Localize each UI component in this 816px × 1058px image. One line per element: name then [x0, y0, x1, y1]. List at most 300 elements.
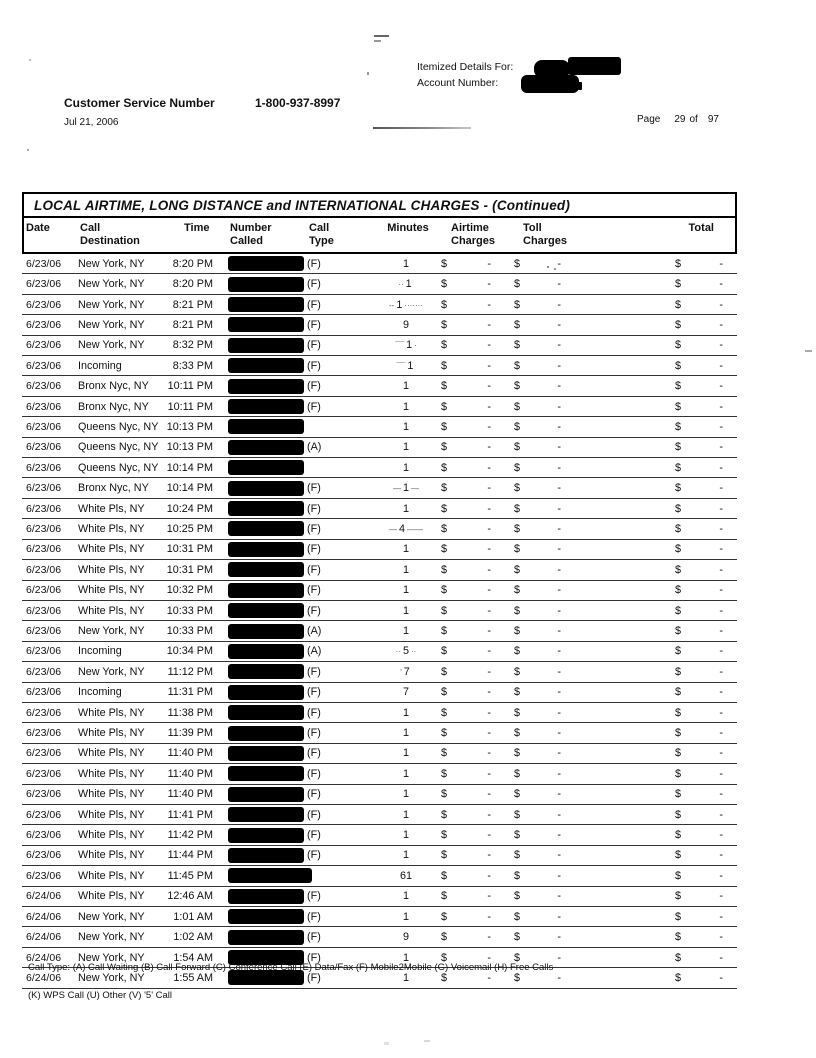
dollar-sign: $	[441, 727, 448, 740]
cell-minutes	[378, 503, 434, 515]
cell-date: 6/23/06	[26, 482, 62, 495]
cell-date: 6/23/06	[26, 543, 62, 556]
cell-total	[574, 727, 737, 739]
cell-call-type: (F)	[307, 829, 321, 842]
toll-value: -	[557, 788, 561, 801]
cell-number-called	[215, 542, 306, 557]
cell-airtime-charges	[434, 972, 500, 984]
cell-call-type: (F)	[307, 971, 321, 984]
cell-total	[574, 809, 737, 821]
cell-airtime-charges	[434, 543, 500, 555]
total-value: -	[719, 318, 723, 331]
cell-toll-charges	[500, 849, 574, 861]
dollar-sign: $	[441, 931, 448, 944]
redacted-phone-number	[228, 460, 304, 475]
cell-number-called	[215, 440, 306, 455]
dollar-sign: $	[675, 339, 682, 352]
cell-call-type: (F)	[307, 951, 321, 964]
page-of-label: of	[689, 114, 698, 125]
cell-destination: White Pls, NY	[78, 747, 145, 760]
toll-value: -	[557, 298, 561, 311]
cell-total	[574, 462, 737, 474]
toll-value: -	[557, 645, 561, 658]
table-row	[22, 438, 737, 458]
total-value: -	[719, 767, 723, 780]
airtime-value: -	[487, 441, 491, 454]
cell-airtime-charges	[434, 809, 500, 821]
cell-total	[574, 931, 737, 943]
total-value: -	[719, 849, 723, 862]
cell-total	[574, 829, 737, 841]
cell-number-called	[215, 624, 306, 639]
toll-value: -	[557, 665, 561, 678]
redacted-phone-number	[228, 766, 304, 781]
cell-airtime-charges	[434, 421, 500, 433]
minutes-value: 5	[402, 645, 409, 658]
cell-number-called	[215, 501, 306, 516]
cell-number-called	[215, 705, 306, 720]
dollar-sign: $	[675, 890, 682, 903]
cell-toll-charges	[500, 809, 574, 821]
dollar-sign: $	[514, 522, 521, 535]
scan-mark: —	[388, 524, 397, 534]
dollar-sign: $	[675, 849, 682, 862]
cell-date: 6/24/06	[26, 971, 62, 984]
cell-time: 10:33 PM	[166, 625, 213, 638]
airtime-value: -	[487, 829, 491, 842]
cell-airtime-charges	[434, 931, 500, 943]
dollar-sign: $	[441, 563, 448, 576]
minutes-value: 61	[399, 869, 412, 882]
minutes-value: 1	[402, 951, 409, 964]
cell-date: 6/23/06	[26, 461, 62, 474]
cell-destination: New York, NY	[78, 318, 145, 331]
minutes-value: 1	[402, 849, 409, 862]
cell-date: 6/24/06	[26, 890, 62, 903]
cell-date: 6/23/06	[26, 359, 62, 372]
dollar-sign: $	[675, 482, 682, 495]
minutes-value: 1	[402, 727, 409, 740]
cell-number-called	[215, 766, 306, 781]
cell-destination: White Pls, NY	[78, 829, 145, 842]
cell-toll-charges	[500, 380, 574, 392]
table-row	[22, 458, 737, 478]
cell-airtime-charges	[434, 258, 500, 270]
cell-minutes	[378, 829, 434, 841]
cell-airtime-charges	[434, 564, 500, 576]
table-header-box	[22, 192, 737, 254]
table-title: LOCAL AIRTIME, LONG DISTANCE and INTERNATIONAL CHARGES - (Continued)	[34, 198, 571, 213]
cell-airtime-charges	[434, 462, 500, 474]
airtime-value: -	[487, 951, 491, 964]
cell-total	[574, 952, 737, 964]
cell-destination: White Pls, NY	[78, 584, 145, 597]
dollar-sign: $	[514, 257, 521, 270]
cell-call-type: (F)	[307, 747, 321, 760]
total-value: -	[719, 625, 723, 638]
total-value: -	[719, 380, 723, 393]
redacted-phone-number	[228, 848, 304, 863]
table-row	[22, 336, 737, 356]
cell-time: 10:24 PM	[166, 502, 213, 515]
minutes-value: 1	[402, 257, 409, 270]
total-value: -	[719, 543, 723, 556]
table-row	[22, 356, 737, 376]
cell-number-called	[215, 644, 306, 659]
dollar-sign: $	[514, 278, 521, 291]
table-row	[22, 478, 737, 498]
cell-airtime-charges	[434, 788, 500, 800]
cell-toll-charges	[500, 686, 574, 698]
cell-call-type: (F)	[307, 910, 321, 923]
cell-minutes	[378, 360, 434, 372]
minutes-value: 1	[402, 808, 409, 821]
dollar-sign: $	[441, 420, 448, 433]
cell-call-type: (F)	[307, 482, 321, 495]
toll-value: -	[557, 829, 561, 842]
dollar-sign: $	[441, 318, 448, 331]
cell-time: 10:31 PM	[166, 563, 213, 576]
dollar-sign: $	[675, 971, 682, 984]
cell-number-called	[215, 562, 306, 577]
cell-number-called	[215, 930, 306, 945]
page-label: Page	[637, 114, 661, 125]
toll-value: -	[557, 441, 561, 454]
cell-total	[574, 584, 737, 596]
scan-artifact	[805, 350, 812, 352]
cell-date: 6/23/06	[26, 318, 62, 331]
call-type-legend-line2: (K) WPS Call (U) Other (V) '5' Call	[28, 990, 173, 1001]
toll-value: -	[557, 318, 561, 331]
scan-artifact	[384, 1042, 389, 1045]
table-row	[22, 785, 737, 805]
dollar-sign: $	[514, 931, 521, 944]
total-value: -	[719, 502, 723, 515]
cell-number-called	[215, 787, 306, 802]
airtime-value: -	[487, 604, 491, 617]
redacted-phone-number	[228, 889, 304, 904]
cell-call-type: (F)	[307, 522, 321, 535]
total-value: -	[719, 604, 723, 617]
scan-mark: —	[411, 484, 419, 494]
cell-airtime-charges	[434, 360, 500, 372]
toll-value: -	[557, 278, 561, 291]
dollar-sign: $	[514, 563, 521, 576]
cell-minutes	[378, 625, 434, 637]
minutes-value: 1	[402, 706, 409, 719]
redacted-phone-number	[228, 664, 304, 679]
scan-mark: ·	[414, 341, 417, 351]
cell-toll-charges	[500, 482, 574, 494]
scan-artifact-line	[373, 127, 471, 129]
cell-time: 10:13 PM	[166, 420, 213, 433]
redacted-phone-number	[228, 562, 304, 577]
cell-minutes	[378, 339, 434, 351]
total-value: -	[719, 257, 723, 270]
cell-destination: Incoming	[78, 686, 122, 699]
dollar-sign: $	[675, 665, 682, 678]
total-value: -	[719, 727, 723, 740]
cell-airtime-charges	[434, 849, 500, 861]
scan-artifact	[374, 35, 389, 37]
airtime-value: -	[487, 910, 491, 923]
dollar-sign: $	[441, 849, 448, 862]
cell-airtime-charges	[434, 319, 500, 331]
customer-service-label: Customer Service Number	[64, 96, 215, 110]
cell-time: 11:42 PM	[167, 829, 213, 842]
cell-destination: New York, NY	[78, 257, 145, 270]
col-header-call-destination: Call Destination	[80, 222, 140, 247]
total-value: -	[719, 931, 723, 944]
dollar-sign: $	[514, 604, 521, 617]
cell-destination: White Pls, NY	[78, 563, 145, 576]
table-row	[22, 499, 737, 519]
cell-number-called	[215, 256, 306, 271]
cell-total	[574, 299, 737, 311]
cell-call-type: (F)	[307, 359, 321, 372]
airtime-value: -	[487, 849, 491, 862]
cell-call-type: (F)	[307, 890, 321, 903]
cell-total	[574, 911, 737, 923]
cell-toll-charges	[500, 707, 574, 719]
dollar-sign: $	[514, 727, 521, 740]
airtime-value: -	[487, 584, 491, 597]
cell-total	[574, 870, 737, 882]
cell-toll-charges	[500, 727, 574, 739]
cell-number-called	[215, 317, 306, 332]
cell-airtime-charges	[434, 911, 500, 923]
table-row	[22, 703, 737, 723]
cell-time: 11:40 PM	[167, 767, 213, 780]
redacted-phone-number	[228, 501, 304, 516]
minutes-value: 1	[406, 339, 413, 352]
cell-airtime-charges	[434, 645, 500, 657]
dollar-sign: $	[441, 890, 448, 903]
toll-value: -	[557, 890, 561, 903]
table-row	[22, 825, 737, 845]
cell-toll-charges	[500, 421, 574, 433]
cell-total	[574, 605, 737, 617]
minutes-value: 1	[402, 584, 409, 597]
minutes-value: 1	[407, 359, 414, 372]
cell-time: 1:01 AM	[173, 910, 213, 923]
table-row	[22, 683, 737, 703]
cell-call-type: (F)	[307, 257, 321, 270]
redacted-phone-number	[228, 685, 304, 700]
cell-minutes	[378, 911, 434, 923]
cell-toll-charges	[500, 931, 574, 943]
cell-toll-charges	[500, 360, 574, 372]
cell-total	[574, 360, 737, 372]
cell-number-called	[215, 297, 306, 312]
cell-airtime-charges	[434, 278, 500, 290]
cell-total	[574, 645, 737, 657]
dollar-sign: $	[675, 931, 682, 944]
cell-minutes	[378, 441, 434, 453]
dollar-sign: $	[675, 747, 682, 760]
airtime-value: -	[487, 767, 491, 780]
cell-destination: White Pls, NY	[78, 808, 145, 821]
redacted-phone-number	[228, 399, 304, 414]
minutes-value: 1	[402, 747, 409, 760]
col-header-toll-charges: Toll Charges	[523, 222, 568, 247]
minutes-value: 1	[402, 380, 409, 393]
dollar-sign: $	[514, 584, 521, 597]
cell-call-type: (F)	[307, 563, 321, 576]
cell-number-called	[215, 481, 306, 496]
redacted-phone-number	[228, 583, 304, 598]
cell-destination: White Pls, NY	[78, 543, 145, 556]
redacted-phone-number	[228, 297, 304, 312]
cell-number-called	[215, 419, 306, 434]
cell-call-type: (A)	[307, 645, 322, 658]
cell-time: 1:54 AM	[173, 951, 213, 964]
table-row	[22, 621, 737, 641]
col-header-time: Time	[184, 222, 210, 234]
cell-minutes	[378, 584, 434, 596]
toll-value: -	[557, 849, 561, 862]
dollar-sign: $	[441, 829, 448, 842]
cell-airtime-charges	[434, 707, 500, 719]
cell-date: 6/23/06	[26, 584, 62, 597]
cell-airtime-charges	[434, 747, 500, 759]
cell-time: 10:31 PM	[166, 543, 213, 556]
redacted-phone-number	[228, 521, 304, 536]
cell-call-type: (F)	[307, 298, 321, 311]
cell-destination: Queens Nyc, NY	[78, 461, 159, 474]
dollar-sign: $	[514, 420, 521, 433]
cell-minutes	[378, 543, 434, 555]
cell-minutes	[378, 523, 434, 535]
dollar-sign: $	[675, 420, 682, 433]
total-value: -	[719, 829, 723, 842]
cell-time: 11:44 PM	[167, 849, 213, 862]
dollar-sign: $	[514, 318, 521, 331]
dollar-sign: $	[514, 808, 521, 821]
dollar-sign: $	[514, 767, 521, 780]
dollar-sign: $	[675, 461, 682, 474]
dollar-sign: $	[441, 522, 448, 535]
dollar-sign: $	[675, 584, 682, 597]
minutes-value: 1	[402, 788, 409, 801]
cell-time: 8:20 PM	[172, 278, 213, 291]
total-value: -	[719, 747, 723, 760]
cell-toll-charges	[500, 441, 574, 453]
total-value: -	[719, 482, 723, 495]
dollar-sign: $	[675, 380, 682, 393]
dollar-sign: $	[514, 400, 521, 413]
table-row	[22, 274, 737, 294]
dollar-sign: $	[441, 543, 448, 556]
dollar-sign: $	[514, 502, 521, 515]
dollar-sign: $	[675, 257, 682, 270]
dollar-sign: $	[675, 829, 682, 842]
cell-time: 10:11 PM	[167, 400, 213, 413]
cell-number-called	[215, 746, 306, 761]
dollar-sign: $	[514, 625, 521, 638]
cell-toll-charges	[500, 645, 574, 657]
cell-number-called	[215, 521, 306, 536]
cell-minutes	[378, 421, 434, 433]
cell-time: 10:25 PM	[166, 522, 213, 535]
dollar-sign: $	[675, 727, 682, 740]
toll-value: -	[557, 543, 561, 556]
cell-time: 11:12 PM	[167, 665, 213, 678]
cell-time: 10:14 PM	[166, 482, 213, 495]
cell-minutes	[378, 809, 434, 821]
cell-destination: New York, NY	[78, 298, 145, 311]
cell-destination: White Pls, NY	[78, 788, 145, 801]
total-value: -	[719, 788, 723, 801]
call-table-body	[22, 254, 737, 989]
cell-toll-charges	[500, 299, 574, 311]
cell-time: 11:40 PM	[167, 747, 213, 760]
cell-time: 10:14 PM	[166, 461, 213, 474]
minutes-value: 7	[403, 665, 410, 678]
cell-airtime-charges	[434, 605, 500, 617]
dollar-sign: $	[514, 665, 521, 678]
table-row	[22, 846, 737, 866]
dollar-sign: $	[441, 788, 448, 801]
redacted-phone-number	[228, 868, 312, 883]
total-value: -	[719, 339, 723, 352]
cell-date: 6/24/06	[26, 931, 62, 944]
cell-call-type: (A)	[307, 441, 322, 454]
redacted-phone-number	[228, 930, 304, 945]
cell-date: 6/23/06	[26, 869, 62, 882]
table-row	[22, 540, 737, 560]
toll-value: -	[557, 380, 561, 393]
cell-total	[574, 441, 737, 453]
cell-destination: New York, NY	[78, 625, 145, 638]
airtime-value: -	[487, 502, 491, 515]
airtime-value: -	[487, 359, 491, 372]
cell-destination: New York, NY	[78, 931, 145, 944]
cell-minutes	[378, 972, 434, 984]
cell-destination: Bronx Nyc, NY	[78, 400, 149, 413]
cell-minutes	[378, 645, 434, 657]
airtime-value: -	[487, 563, 491, 576]
dollar-sign: $	[441, 257, 448, 270]
airtime-value: -	[487, 665, 491, 678]
dollar-sign: $	[441, 971, 448, 984]
redacted-account-number	[578, 82, 582, 90]
cell-call-type: (F)	[307, 849, 321, 862]
cell-destination: White Pls, NY	[78, 767, 145, 780]
cell-number-called	[215, 889, 306, 904]
table-row	[22, 581, 737, 601]
cell-minutes	[378, 482, 434, 494]
dollar-sign: $	[441, 339, 448, 352]
cell-destination: White Pls, NY	[78, 890, 145, 903]
minutes-value: 1	[402, 502, 409, 515]
redacted-phone-number	[228, 338, 304, 353]
cell-destination: New York, NY	[78, 971, 145, 984]
cell-airtime-charges	[434, 482, 500, 494]
dollar-sign: $	[514, 890, 521, 903]
total-value: -	[719, 706, 723, 719]
minutes-value: 1	[405, 278, 412, 291]
dollar-sign: $	[675, 808, 682, 821]
customer-service-number: 1-800-937-8997	[255, 96, 341, 110]
dollar-sign: $	[514, 869, 521, 882]
cell-total	[574, 564, 737, 576]
scan-artifact	[374, 40, 381, 42]
cell-destination: White Pls, NY	[78, 727, 145, 740]
cell-total	[574, 686, 737, 698]
cell-toll-charges	[500, 319, 574, 331]
cell-call-type: (F)	[307, 318, 321, 331]
